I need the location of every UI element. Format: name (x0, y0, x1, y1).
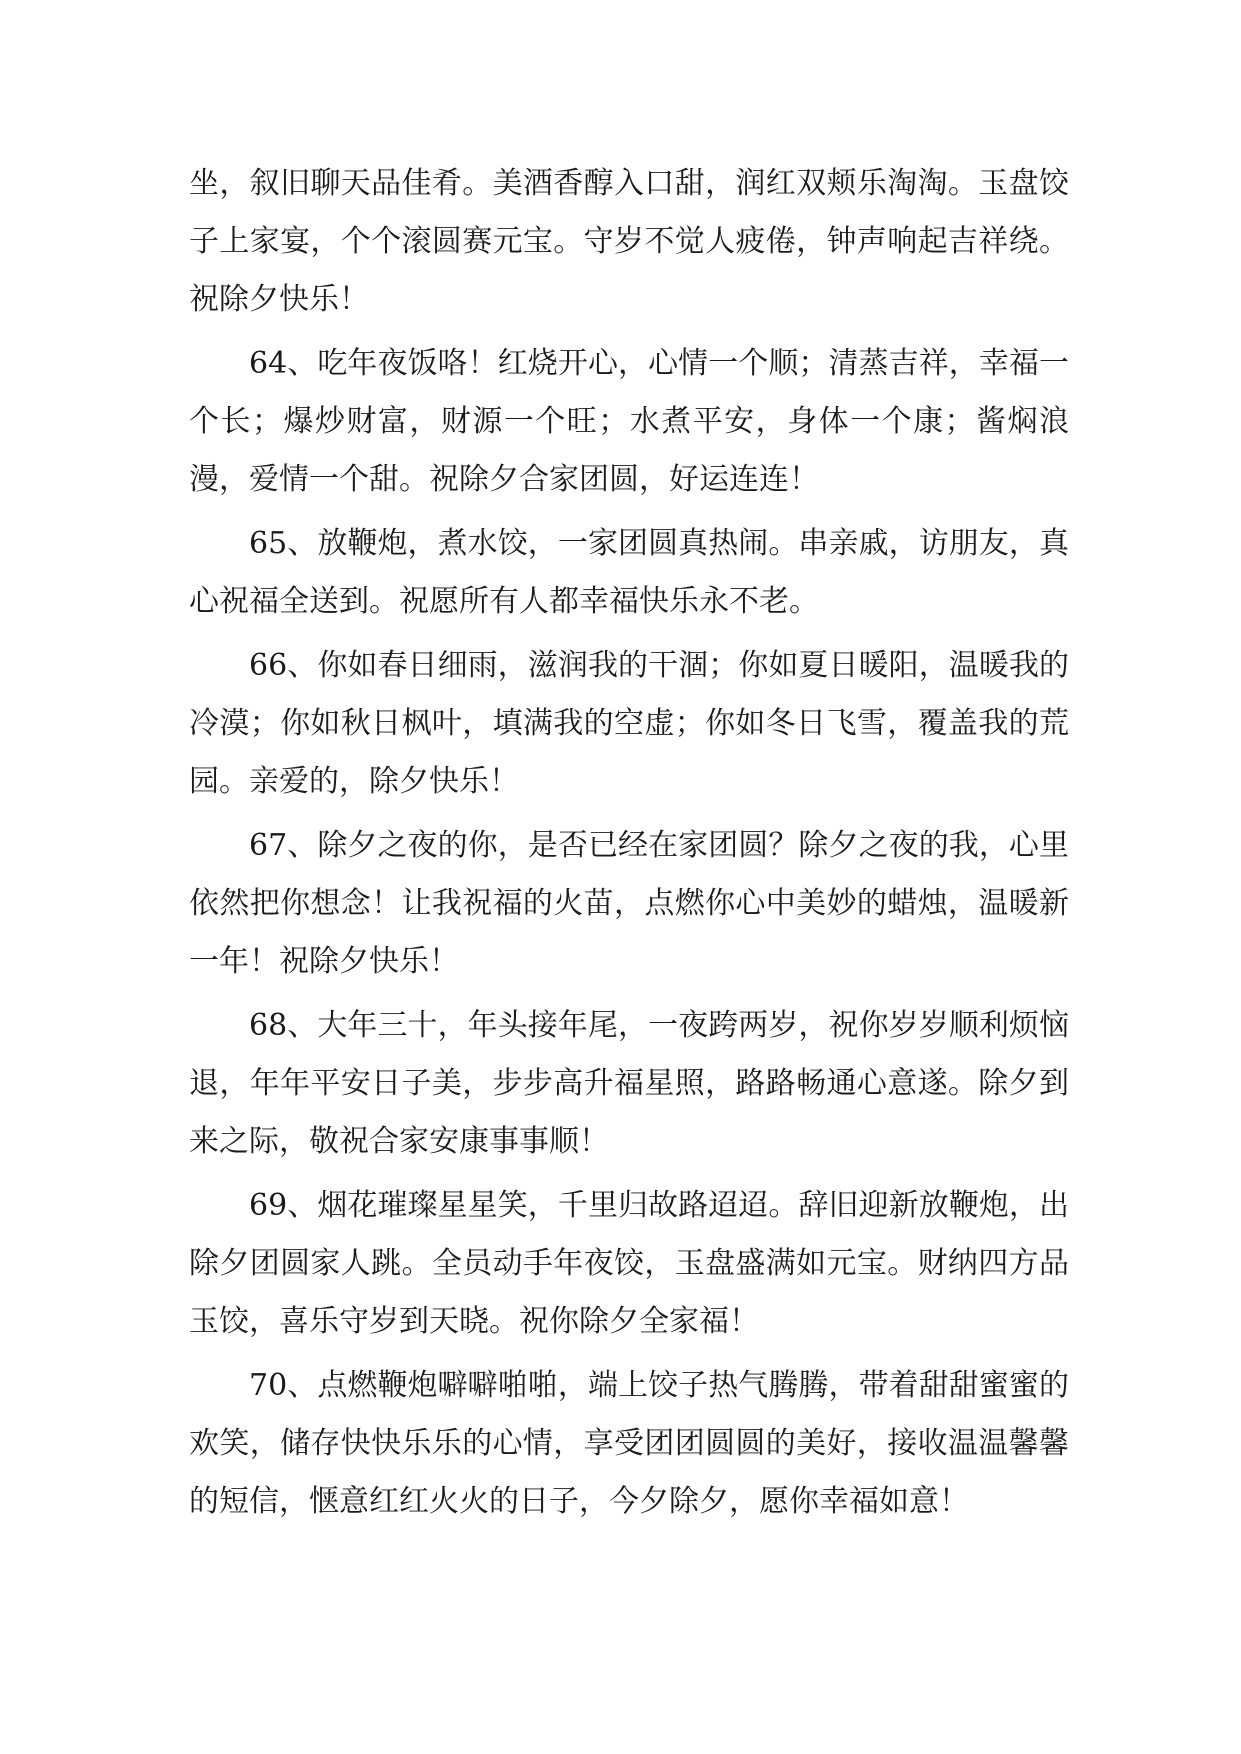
paragraph-65: 65、放鞭炮，煮水饺，一家团圆真热闹。串亲戚，访朋友，真心祝福全送到。祝愿所有人都幸福快乐永不老。 (189, 526, 1069, 619)
document-body (189, 155, 1069, 1537)
paragraph-68: 68、大年三十，年头接年尾，一夜跨两岁，祝你岁岁顺利烦恼退，年年平安日子美，步步高升福星照，路路畅通心意遂。除夕到来之际，敬祝合家安康事事顺！ (189, 1008, 1069, 1159)
paragraph-69: 69、烟花璀璨星星笑，千里归故路迢迢。辞旧迎新放鞭炮，出除夕团圆家人跳。全员动手年夜饺，玉盘盛满如元宝。财纳四方品玉饺，喜乐守岁到天晓。祝你除夕全家福！ (189, 1188, 1069, 1339)
paragraph-continued: 坐，叙旧聊天品佳肴。美酒香醇入口甜，润红双颊乐淘淘。玉盘饺子上家宴，个个滚圆赛元宝。守岁不觉人疲倦，钟声响起吉祥绕。祝除夕快乐！ (189, 166, 1069, 317)
paragraph-66: 66、你如春日细雨，滋润我的干涸；你如夏日暖阳，温暖我的冷漠；你如秋日枫叶，填满我的空虚；你如冬日飞雪，覆盖我的荒园。亲爱的，除夕快乐！ (189, 648, 1069, 799)
paragraph-64: 64、吃年夜饭咯！红烧开心，心情一个顺；清蒸吉祥，幸福一个长；爆炒财富，财源一个旺；水煮平安，身体一个康；酱焖浪漫，爱情一个甜。祝除夕合家团圆，好运连连！ (189, 346, 1069, 497)
paragraph-70: 70、点燃鞭炮噼噼啪啪，端上饺子热气腾腾，带着甜甜蜜蜜的欢笑，储存快快乐乐的心情，享受团团圆圆的美好，接收温温馨馨的短信，惬意红红火火的日子，今夕除夕，愿你幸福如意！ (189, 1368, 1069, 1519)
paragraph-67: 67、除夕之夜的你，是否已经在家团圆？除夕之夜的我，心里依然把你想念！让我祝福的火苗，点燃你心中美妙的蜡烛，温暖新一年！祝除夕快乐！ (189, 828, 1069, 979)
